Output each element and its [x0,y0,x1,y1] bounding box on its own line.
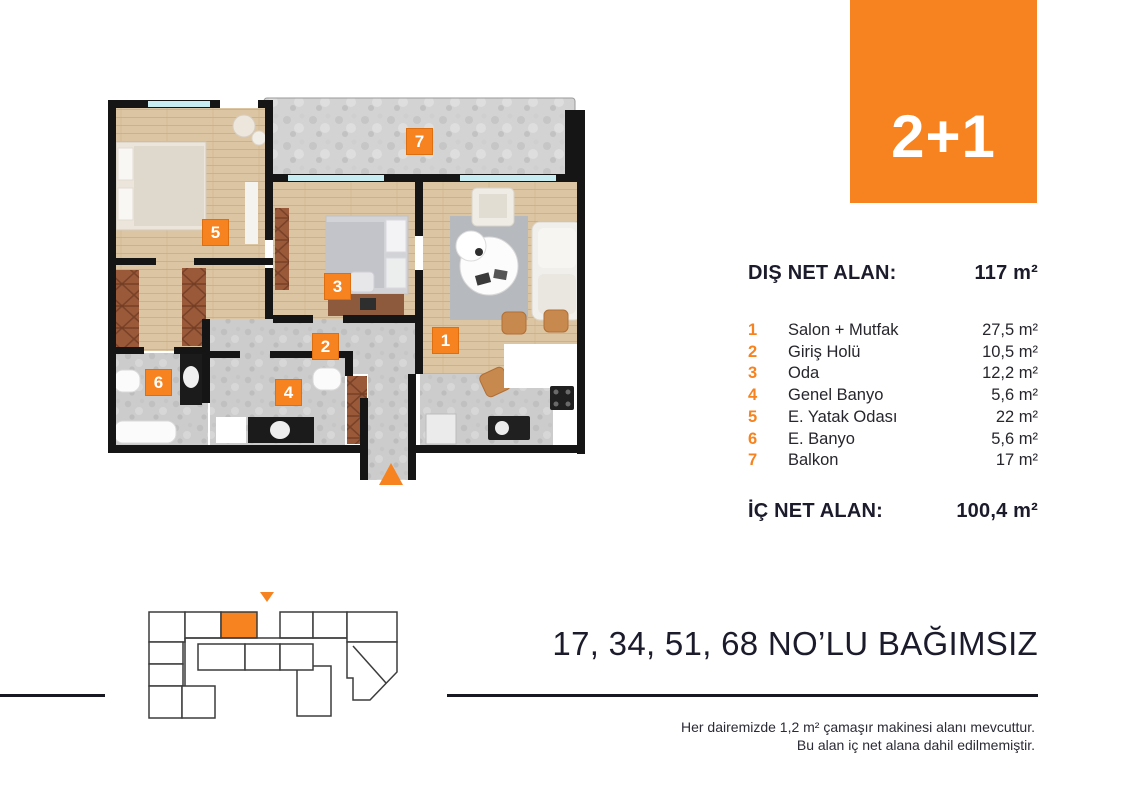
divider-line-left [0,694,105,697]
room-area: 5,6 m² [991,386,1038,405]
room-marker-7: 7 [406,128,433,155]
room-area: 22 m² [995,407,1038,426]
room-marker-5: 5 [202,219,229,246]
room-marker-6: 6 [145,369,172,396]
footnote-line-1: Her dairemizde 1,2 m² çamaşır makinesi alanı mevcuttur. [680,719,1035,735]
room-area: 5,6 m² [991,429,1038,448]
key-plan-image [140,586,398,730]
plan-type-label: 2+1 [891,103,996,170]
room-area: 12,2 m² [982,364,1038,383]
entrance-arrow-icon [379,463,403,485]
room-name: E. Banyo [788,429,855,448]
room-name: E. Yatak Odası [788,407,898,426]
room-list-item [748,429,1038,451]
room-marker-1: 1 [432,327,459,354]
room-area: 10,5 m² [982,342,1038,361]
ic-net-alan-row [748,500,1038,523]
floor-plan [98,86,598,498]
area-info-panel [748,0,1038,560]
room-list-item [748,450,1038,472]
dis-net-alan-row [748,262,1038,285]
dis-net-alan-value: 117 m² [974,262,1038,284]
room-number: 7 [748,451,758,470]
room-name: Balkon [788,451,839,470]
room-number: 2 [748,342,758,361]
footnote [681,719,1035,754]
room-name: Oda [788,364,820,383]
ic-net-alan-label: İÇ NET ALAN: [748,500,883,522]
key-plan [140,586,398,730]
room-list [748,320,1038,472]
room-number: 1 [748,321,758,339]
room-name: Salon + Mutfak [788,321,899,339]
room-name: Genel Banyo [788,386,884,405]
keyplan-pointer-icon [260,592,274,602]
footnote-line-2: Bu alan iç net alana dahil edilmemiştir. [796,736,1035,753]
room-number: 4 [748,386,758,405]
room-list-item [748,407,1038,429]
keyplan-highlight-unit [221,612,257,638]
room-area: 27,5 m² [982,321,1038,339]
room-name: Giriş Holü [788,342,861,361]
room-list-item [748,385,1038,407]
room-list-item [748,320,1038,342]
room-marker-2: 2 [312,333,339,360]
ic-net-alan-value: 100,4 m² [956,500,1038,522]
room-marker-4: 4 [275,379,302,406]
room-area: 17 m² [995,451,1038,470]
divider-line-right [447,694,1038,697]
room-number: 6 [748,429,758,448]
dis-net-alan-label: DIŞ NET ALAN: [748,262,897,284]
room-list-item [748,342,1038,364]
room-number: 5 [748,407,758,426]
unit-numbers-headline: 17, 34, 51, 68 NO’LU BAĞIMSIZ [552,625,1038,662]
room-list-item [748,363,1038,385]
room-number: 3 [748,364,758,383]
room-marker-3: 3 [324,273,351,300]
